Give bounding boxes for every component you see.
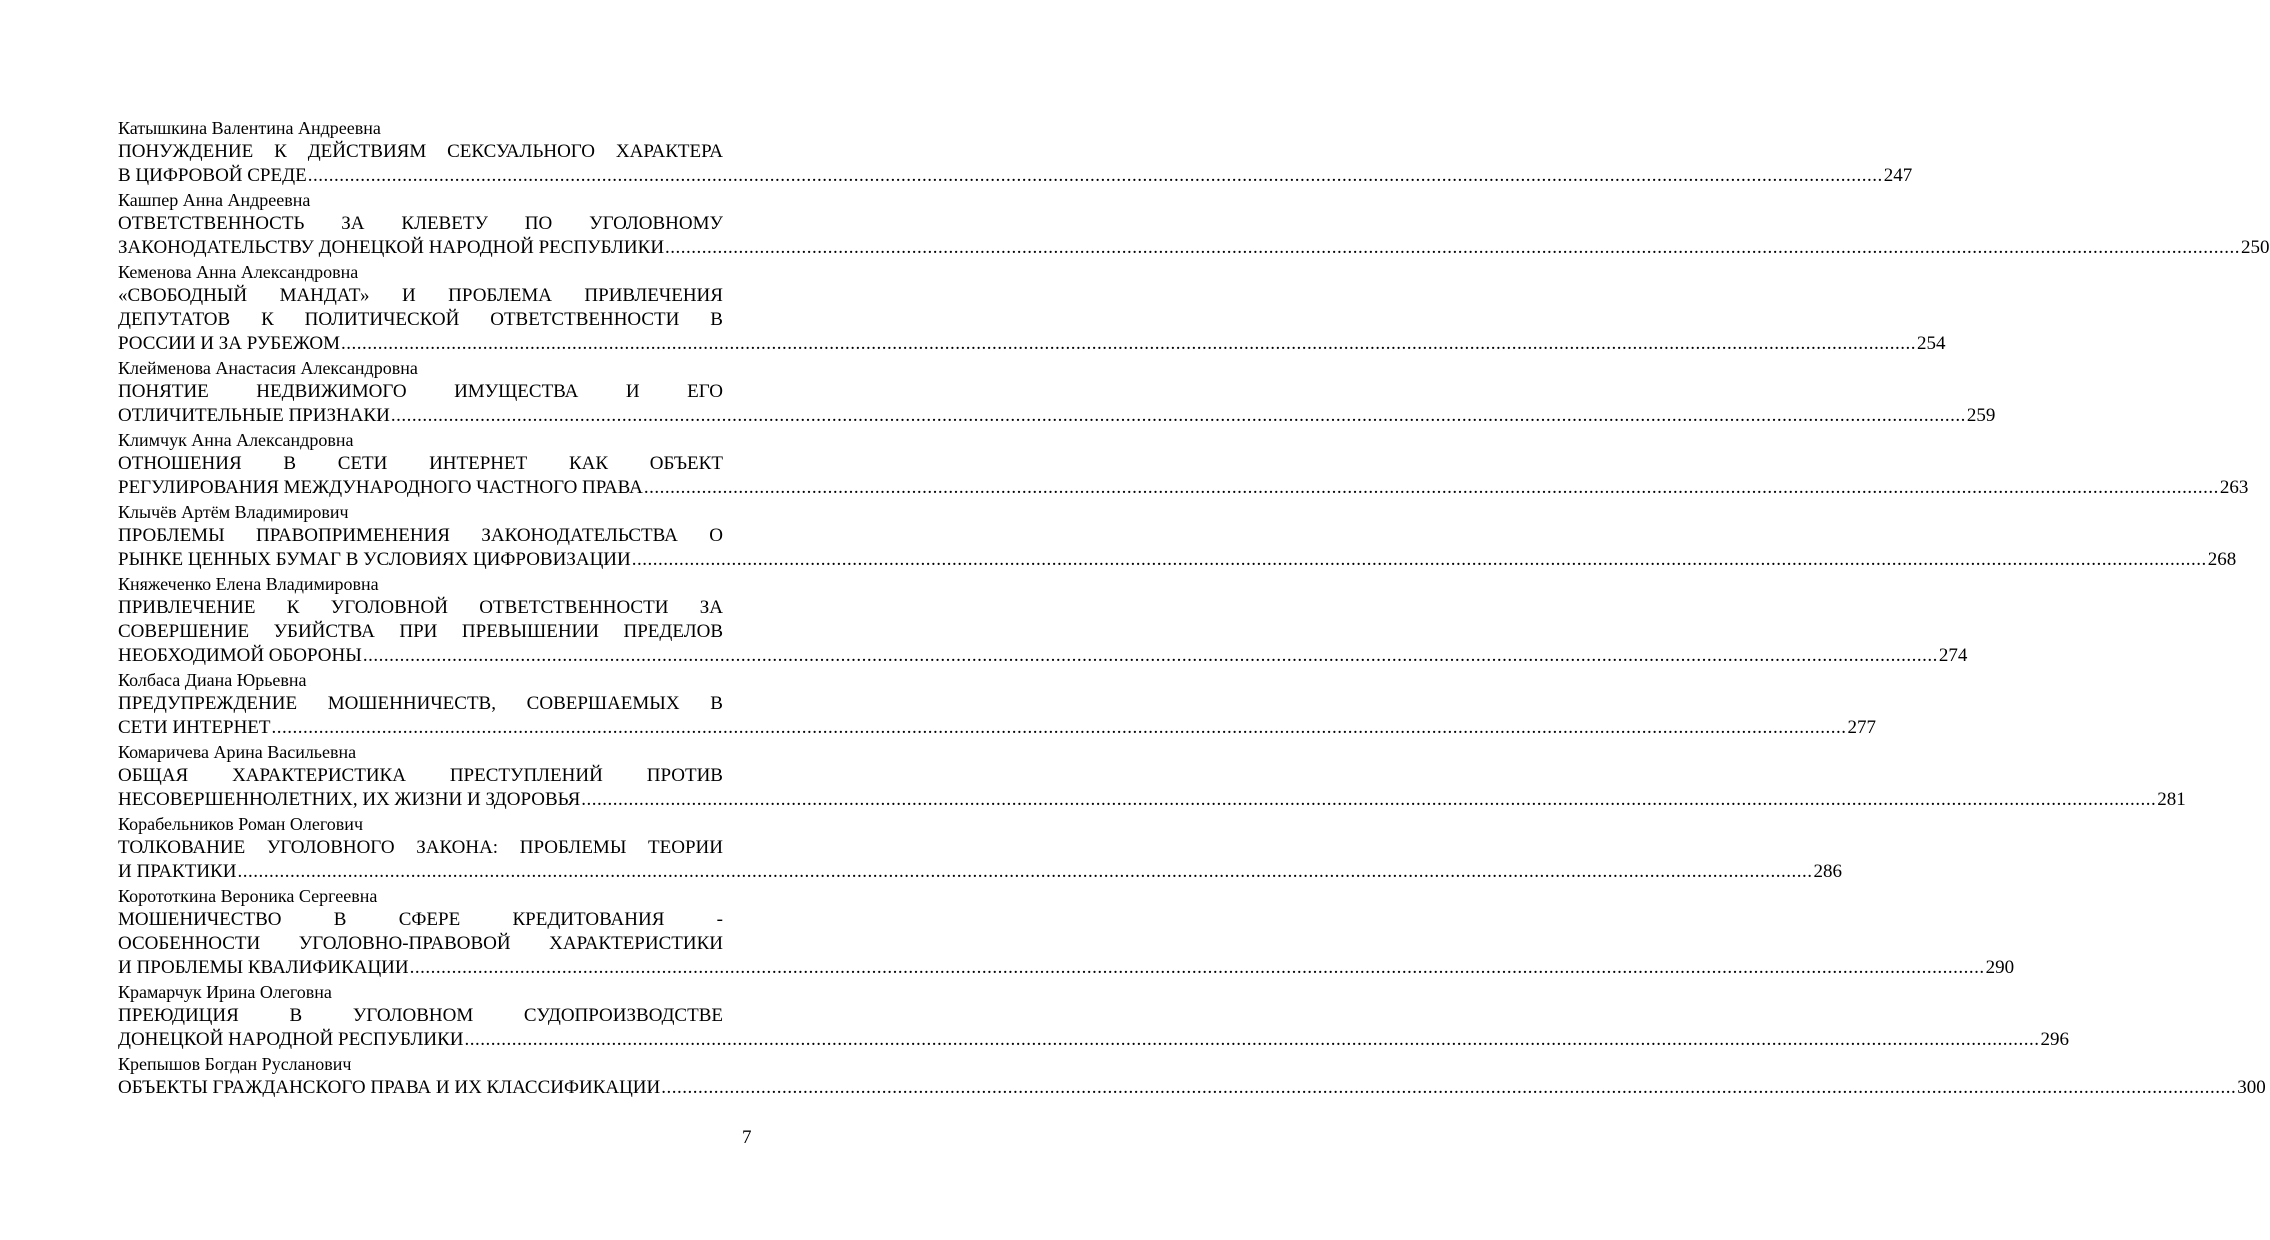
toc-entry-title-last-line — [118, 788, 2186, 812]
toc-entry-author: Корабельников Роман Олегович — [118, 814, 363, 834]
toc-entry-author: Клейменова Анастасия Александровна — [118, 358, 418, 378]
toc-entry-title-last-line — [118, 548, 2237, 572]
toc-entry-title-line: ОБЩАЯ ХАРАКТЕРИСТИКА ПРЕСТУПЛЕНИЙ ПРОТИВ — [118, 765, 723, 786]
toc-entry-title-line: ПРИВЛЕЧЕНИЕ К УГОЛОВНОЙ ОТВЕТСТВЕННОСТИ ЗА — [118, 597, 723, 618]
toc-entry-title-text: НЕОБХОДИМОЙ ОБОРОНЫ — [118, 645, 362, 666]
dot-leader: ............................................................................................................................................................................................................................................................................................................ — [271, 717, 1847, 738]
toc-entry-title-last-line — [118, 716, 1877, 740]
toc-entry-title-text: РОССИИ И ЗА РУБЕЖОМ — [118, 333, 340, 354]
toc-entry-title-text: НЕСОВЕРШЕННОЛЕТНИХ, ИХ ЖИЗНИ И ЗДОРОВЬЯ — [118, 789, 581, 810]
toc-entry-author: Княжеченко Елена Владимировна — [118, 574, 379, 594]
toc-entry-title-last-line — [118, 860, 1842, 884]
toc-entry — [118, 668, 1877, 740]
toc-entry-page-number: 254 — [1916, 333, 1946, 354]
toc-entry-page-number: 274 — [1938, 645, 1968, 666]
toc-entry — [118, 260, 1946, 356]
toc-entry — [118, 1052, 2266, 1100]
toc-entry-title-line: ОСОБЕННОСТИ УГОЛОВНО-ПРАВОВОЙ ХАРАКТЕРИСТИКИ — [118, 933, 723, 954]
toc-entry-page-number: 286 — [1813, 861, 1842, 882]
toc-entry-author: Колбаса Диана Юрьевна — [118, 670, 307, 690]
toc-entry — [118, 884, 2015, 980]
toc-entry — [118, 356, 1996, 428]
toc-entry-title-last-line — [118, 164, 1913, 188]
toc-entry — [118, 428, 2249, 500]
toc-entry-page-number: 281 — [2157, 789, 2186, 810]
toc-entry-author: Крамарчук Ирина Олеговна — [118, 982, 332, 1002]
toc-entry-title-line: ОТНОШЕНИЯ В СЕТИ ИНТЕРНЕТ КАК ОБЪЕКТ — [118, 453, 723, 474]
dot-leader: ............................................................................................................................................................................................................................................................................................................ — [464, 1029, 2040, 1050]
toc-entry-title-line: СОВЕРШЕНИЕ УБИЙСТВА ПРИ ПРЕВЫШЕНИИ ПРЕДЕЛОВ — [118, 621, 723, 642]
dot-leader: ............................................................................................................................................................................................................................................................................................................ — [643, 477, 2219, 498]
toc-entry — [118, 572, 1968, 668]
page-number: 7 — [742, 1127, 752, 1148]
toc-entry-author: Катышкина Валентина Андреевна — [118, 118, 381, 138]
dot-leader: ............................................................................................................................................................................................................................................................................................................ — [390, 405, 1966, 426]
toc-entry-page-number: 250 — [2241, 237, 2270, 258]
toc-entry-title-last-line — [118, 476, 2249, 500]
toc-entry-author: Климчук Анна Александровна — [118, 430, 354, 450]
dot-leader: ............................................................................................................................................................................................................................................................................................................ — [237, 861, 1813, 882]
toc-entry-title-text: РЫНКЕ ЦЕННЫХ БУМАГ В УСЛОВИЯХ ЦИФРОВИЗАЦИИ — [118, 549, 631, 570]
toc-entry — [118, 188, 2270, 260]
toc-entry-title-line: «СВОБОДНЫЙ МАНДАТ» И ПРОБЛЕМА ПРИВЛЕЧЕНИЯ — [118, 285, 723, 306]
toc-entry — [118, 500, 2237, 572]
toc-entry-title-text: ОБЪЕКТЫ ГРАЖДАНСКОГО ПРАВА И ИХ КЛАССИФИКАЦИИ — [118, 1077, 661, 1098]
dot-leader: ............................................................................................................................................................................................................................................................................................................ — [362, 645, 1938, 666]
toc-entry-title-line: ПРЕДУПРЕЖДЕНИЕ МОШЕННИЧЕСТВ, СОВЕРШАЕМЫХ В — [118, 693, 723, 714]
toc-entry-page-number: 300 — [2237, 1077, 2266, 1098]
toc-entry-title-text: ОТЛИЧИТЕЛЬНЫЕ ПРИЗНАКИ — [118, 405, 390, 426]
toc-entry-title-line: ТОЛКОВАНИЕ УГОЛОВНОГО ЗАКОНА: ПРОБЛЕМЫ ТЕОРИИ — [118, 837, 723, 858]
dot-leader: ............................................................................................................................................................................................................................................................................................................ — [409, 957, 1985, 978]
toc-entry-title-last-line — [118, 644, 1968, 668]
toc-entry-title-text: И ПРАКТИКИ — [118, 861, 237, 882]
toc-entry-title-last-line — [118, 236, 2270, 260]
toc-entry-title-last-line — [118, 404, 1996, 428]
toc-entry-title-line: ПОНУЖДЕНИЕ К ДЕЙСТВИЯМ СЕКСУАЛЬНОГО ХАРАКТЕРА — [118, 141, 723, 162]
toc-entry-title-line: ПРОБЛЕМЫ ПРАВОПРИМЕНЕНИЯ ЗАКОНОДАТЕЛЬСТВА О — [118, 525, 723, 546]
toc-entry-title-line: ПОНЯТИЕ НЕДВИЖИМОГО ИМУЩЕСТВА И ЕГО — [118, 381, 723, 402]
toc-entry — [118, 740, 2186, 812]
toc-entry-title-text: ЗАКОНОДАТЕЛЬСТВУ ДОНЕЦКОЙ НАРОДНОЙ РЕСПУБЛИКИ — [118, 237, 665, 258]
toc-entry-author: Кеменова Анна Александровна — [118, 262, 359, 282]
toc-entry-title-line: МОШЕНИЧЕСТВО В СФЕРЕ КРЕДИТОВАНИЯ - — [118, 909, 723, 930]
toc-entry-page-number: 259 — [1966, 405, 1996, 426]
toc-entry-title-text: РЕГУЛИРОВАНИЯ МЕЖДУНАРОДНОГО ЧАСТНОГО ПРАВА — [118, 477, 643, 498]
toc-entry-page-number: 268 — [2207, 549, 2237, 570]
dot-leader: ............................................................................................................................................................................................................................................................................................................ — [661, 1077, 2237, 1098]
toc-entry — [118, 116, 1913, 188]
toc-entry-page-number: 290 — [1985, 957, 2015, 978]
dot-leader: ............................................................................................................................................................................................................................................................................................................ — [665, 237, 2241, 258]
toc-entry — [118, 980, 2069, 1052]
dot-leader: ............................................................................................................................................................................................................................................................................................................ — [581, 789, 2157, 810]
toc-entry-page-number: 247 — [1883, 165, 1913, 186]
toc-entry-title-text: СЕТИ ИНТЕРНЕТ — [118, 717, 271, 738]
toc-entry-author: Клычёв Артём Владимирович — [118, 502, 349, 522]
toc-entry-page-number: 296 — [2040, 1029, 2069, 1050]
toc-entry-title-line: ОТВЕТСТВЕННОСТЬ ЗА КЛЕВЕТУ ПО УГОЛОВНОМУ — [118, 213, 723, 234]
toc-entry — [118, 812, 1842, 884]
toc-entry-title-last-line — [118, 332, 1946, 356]
toc-entry-title-last-line — [118, 956, 2015, 980]
toc-entry-title-line: ПРЕЮДИЦИЯ В УГОЛОВНОМ СУДОПРОИЗВОДСТВЕ — [118, 1005, 723, 1026]
toc-entry-page-number: 277 — [1847, 717, 1877, 738]
toc-entry-author: Крепышов Богдан Русланович — [118, 1054, 352, 1074]
toc-entry-title-line: ДЕПУТАТОВ К ПОЛИТИЧЕСКОЙ ОТВЕТСТВЕННОСТИ В — [118, 309, 723, 330]
toc-entry-title-text: ДОНЕЦКОЙ НАРОДНОЙ РЕСПУБЛИКИ — [118, 1029, 464, 1050]
dot-leader: ............................................................................................................................................................................................................................................................................................................ — [631, 549, 2207, 570]
dot-leader: ............................................................................................................................................................................................................................................................................................................ — [307, 165, 1883, 186]
toc-entry-page-number: 263 — [2219, 477, 2249, 498]
table-of-contents — [118, 116, 2270, 1100]
toc-entry-title-text: В ЦИФРОВОЙ СРЕДЕ — [118, 165, 307, 186]
toc-entry-title-last-line — [118, 1028, 2069, 1052]
toc-entry-author: Корототкина Вероника Сергеевна — [118, 886, 378, 906]
toc-entry-title-text: И ПРОБЛЕМЫ КВАЛИФИКАЦИИ — [118, 957, 409, 978]
toc-entry-author: Комаричева Арина Васильевна — [118, 742, 357, 762]
toc-entry-title-last-line — [118, 1076, 2266, 1100]
dot-leader: ............................................................................................................................................................................................................................................................................................................ — [340, 333, 1916, 354]
toc-entry-author: Кашпер Анна Андреевна — [118, 190, 311, 210]
